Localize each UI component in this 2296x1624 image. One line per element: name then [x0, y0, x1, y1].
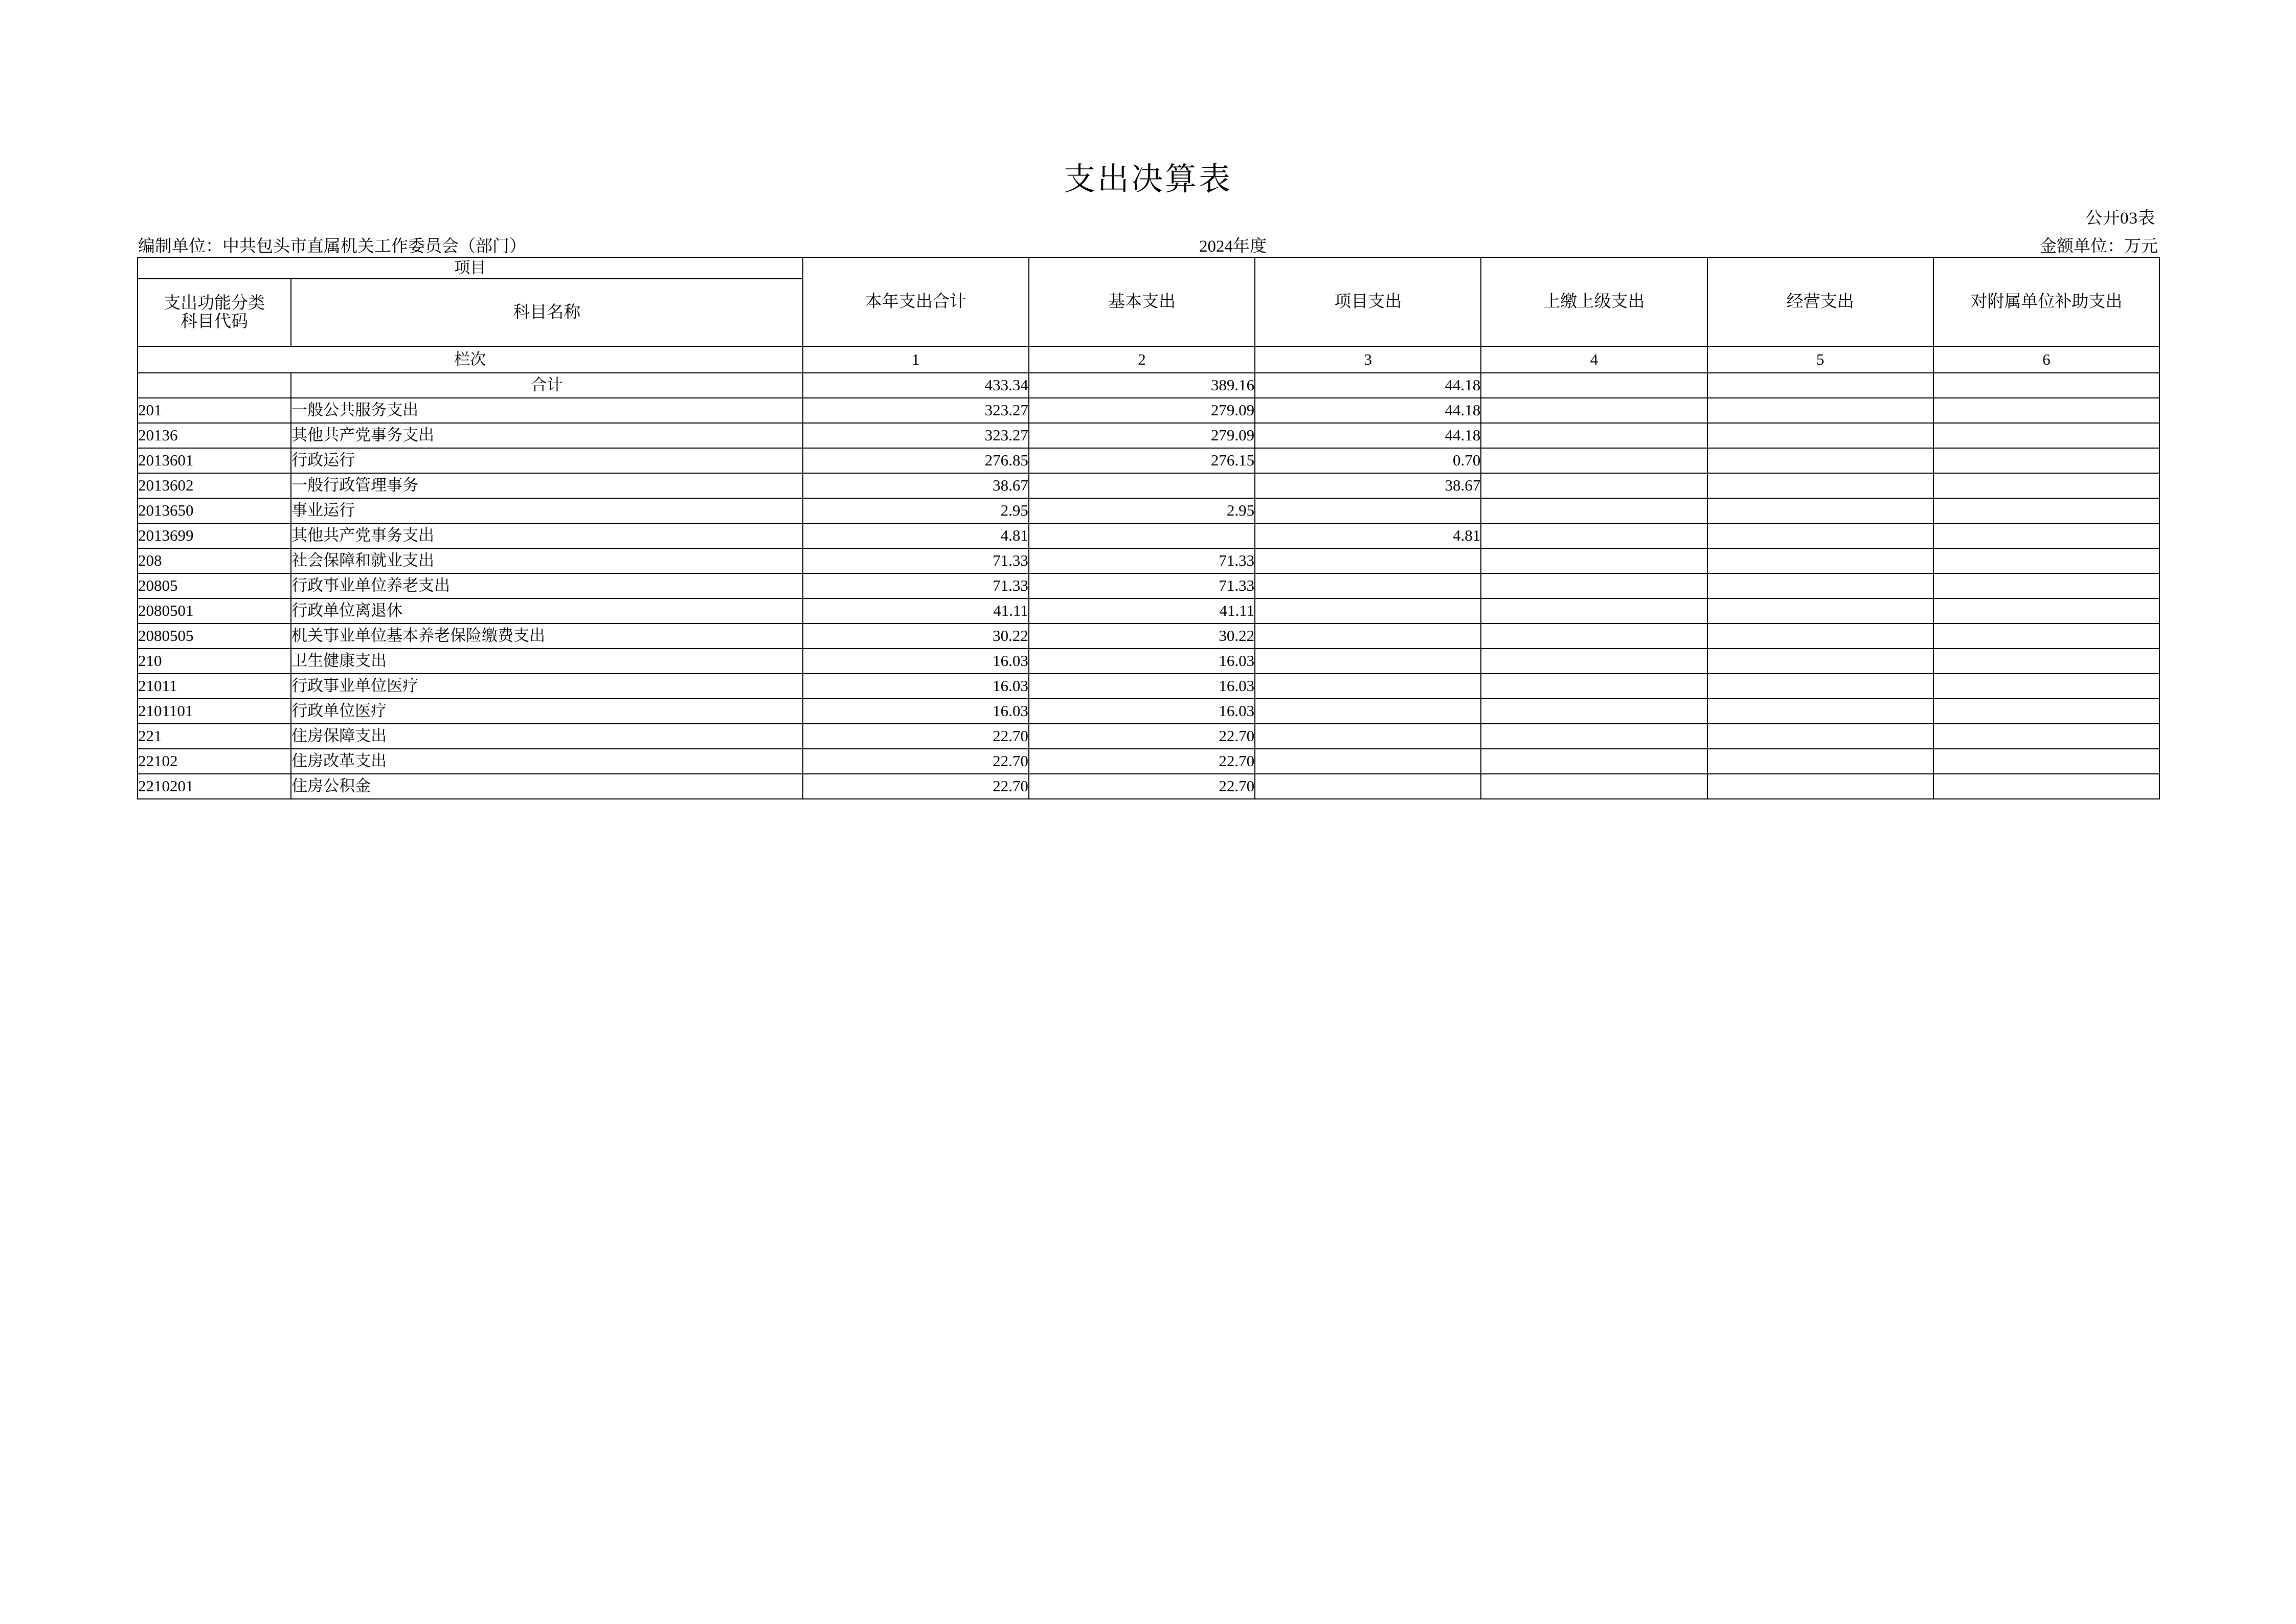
cell-value-col2: 22.70 — [1029, 774, 1255, 799]
header-col-1: 本年支出合计 — [803, 257, 1029, 346]
header-function-code — [138, 279, 291, 346]
table-row — [138, 624, 2159, 649]
header-function-code-line2: 科目代码 — [181, 313, 249, 331]
amount-unit-label: 金额单位：万元 — [2040, 237, 2158, 256]
cell-value-col3 — [1255, 749, 1481, 774]
cell-function-code: 221 — [138, 724, 291, 749]
cell-value-col1: 22.70 — [803, 724, 1029, 749]
cell-value-col1: 22.70 — [803, 774, 1029, 799]
cell-value-col3: 44.18 — [1255, 423, 1481, 448]
cell-value-col4 — [1481, 398, 1707, 423]
cell-value-col6 — [1933, 523, 2159, 548]
cell-value-col1: 71.33 — [803, 573, 1029, 598]
cell-value-col3 — [1255, 498, 1481, 523]
cell-value-col2: 279.09 — [1029, 398, 1255, 423]
cell-value-col3 — [1255, 624, 1481, 649]
cell-value-col4 — [1481, 624, 1707, 649]
cell-value-col4 — [1481, 649, 1707, 674]
cell-value-col5 — [1707, 398, 1933, 423]
cell-value-col6 — [1933, 598, 2159, 624]
cell-value-col6 — [1933, 398, 2159, 423]
cell-value-col5 — [1707, 774, 1933, 799]
cell-value-col5 — [1707, 373, 1933, 398]
cell-function-code: 20136 — [138, 423, 291, 448]
cell-value-col3 — [1255, 674, 1481, 699]
cell-value-col6 — [1933, 473, 2159, 498]
cell-value-col1: 16.03 — [803, 674, 1029, 699]
cell-value-col2: 276.15 — [1029, 448, 1255, 473]
cell-value-col6 — [1933, 699, 2159, 724]
cell-value-col3: 38.67 — [1255, 473, 1481, 498]
cell-subject-name: 行政事业单位养老支出 — [291, 573, 803, 598]
cell-function-code: 201 — [138, 398, 291, 423]
table-row — [138, 398, 2159, 423]
cell-value-col2: 71.33 — [1029, 573, 1255, 598]
table-row — [138, 448, 2159, 473]
cell-value-col5 — [1707, 573, 1933, 598]
rank-number-3: 3 — [1255, 346, 1481, 373]
rank-label: 栏次 — [138, 346, 803, 373]
cell-subject-name: 其他共产党事务支出 — [291, 523, 803, 548]
cell-value-col6 — [1933, 548, 2159, 573]
cell-value-col4 — [1481, 598, 1707, 624]
compiling-unit-label: 编制单位：中共包头市直属机关工作委员会（部门） — [138, 237, 526, 256]
table-row — [138, 573, 2159, 598]
table-row — [138, 674, 2159, 699]
header-col-6: 对附属单位补助支出 — [1933, 257, 2159, 346]
cell-value-col4 — [1481, 523, 1707, 548]
cell-value-col3 — [1255, 548, 1481, 573]
cell-function-code: 22102 — [138, 749, 291, 774]
cell-value-col2: 16.03 — [1029, 649, 1255, 674]
cell-value-col6 — [1933, 373, 2159, 398]
cell-value-col5 — [1707, 649, 1933, 674]
table-row — [138, 373, 2159, 398]
cell-value-col4 — [1481, 498, 1707, 523]
cell-value-col1: 41.11 — [803, 598, 1029, 624]
cell-value-col1: 16.03 — [803, 649, 1029, 674]
cell-value-col2: 22.70 — [1029, 749, 1255, 774]
header-col-4: 上缴上级支出 — [1481, 257, 1707, 346]
cell-subject-name: 住房公积金 — [291, 774, 803, 799]
cell-value-col6 — [1933, 573, 2159, 598]
cell-function-code: 2080501 — [138, 598, 291, 624]
table-row — [138, 724, 2159, 749]
cell-value-col2: 22.70 — [1029, 724, 1255, 749]
cell-value-col2: 41.11 — [1029, 598, 1255, 624]
cell-subject-name: 社会保障和就业支出 — [291, 548, 803, 573]
cell-value-col1: 22.70 — [803, 749, 1029, 774]
cell-subject-name: 行政单位医疗 — [291, 699, 803, 724]
cell-value-col3: 44.18 — [1255, 373, 1481, 398]
cell-value-col1: 433.34 — [803, 373, 1029, 398]
cell-value-col6 — [1933, 498, 2159, 523]
cell-value-col2: 16.03 — [1029, 674, 1255, 699]
cell-value-col4 — [1481, 674, 1707, 699]
cell-value-col6 — [1933, 749, 2159, 774]
cell-value-col2: 279.09 — [1029, 423, 1255, 448]
page-title: 支出决算表 — [1063, 162, 1232, 197]
cell-value-col1: 276.85 — [803, 448, 1029, 473]
cell-subject-name: 一般行政管理事务 — [291, 473, 803, 498]
cell-function-code: 2210201 — [138, 774, 291, 799]
cell-function-code: 2080505 — [138, 624, 291, 649]
cell-function-code: 2013699 — [138, 523, 291, 548]
cell-value-col5 — [1707, 423, 1933, 448]
rank-number-2: 2 — [1029, 346, 1255, 373]
table-row — [138, 749, 2159, 774]
cell-value-col3 — [1255, 649, 1481, 674]
cell-value-col5 — [1707, 548, 1933, 573]
expenditure-final-accounts-table — [137, 257, 2160, 799]
cell-value-col1: 71.33 — [803, 548, 1029, 573]
cell-subject-name: 卫生健康支出 — [291, 649, 803, 674]
cell-value-col5 — [1707, 523, 1933, 548]
table-row — [138, 498, 2159, 523]
cell-function-code: 2013601 — [138, 448, 291, 473]
cell-value-col5 — [1707, 473, 1933, 498]
rank-number-1: 1 — [803, 346, 1029, 373]
table-row — [138, 473, 2159, 498]
cell-value-col3: 44.18 — [1255, 398, 1481, 423]
cell-value-col4 — [1481, 774, 1707, 799]
cell-value-col2: 16.03 — [1029, 699, 1255, 724]
cell-value-col3 — [1255, 573, 1481, 598]
cell-value-col4 — [1481, 699, 1707, 724]
cell-value-col6 — [1933, 774, 2159, 799]
table-row — [138, 774, 2159, 799]
cell-function-code: 2013602 — [138, 473, 291, 498]
cell-function-code: 2101101 — [138, 699, 291, 724]
cell-value-col5 — [1707, 699, 1933, 724]
cell-value-col6 — [1933, 724, 2159, 749]
cell-function-code: 210 — [138, 649, 291, 674]
meta-row — [138, 233, 2158, 257]
cell-value-col5 — [1707, 624, 1933, 649]
rank-number-5: 5 — [1707, 346, 1933, 373]
cell-value-col4 — [1481, 423, 1707, 448]
cell-subject-name: 住房改革支出 — [291, 749, 803, 774]
cell-value-col6 — [1933, 423, 2159, 448]
cell-value-col2: 389.16 — [1029, 373, 1255, 398]
cell-function-code: 208 — [138, 548, 291, 573]
cell-value-col6 — [1933, 448, 2159, 473]
cell-value-col2: 71.33 — [1029, 548, 1255, 573]
cell-value-col4 — [1481, 448, 1707, 473]
cell-value-col6 — [1933, 649, 2159, 674]
cell-subject-name: 事业运行 — [291, 498, 803, 523]
cell-value-col5 — [1707, 749, 1933, 774]
cell-value-col1: 4.81 — [803, 523, 1029, 548]
cell-subject-name: 其他共产党事务支出 — [291, 423, 803, 448]
cell-value-col6 — [1933, 624, 2159, 649]
cell-value-col1: 323.27 — [803, 398, 1029, 423]
cell-value-col5 — [1707, 674, 1933, 699]
table-row — [138, 649, 2159, 674]
table-row — [138, 598, 2159, 624]
cell-function-code: 20805 — [138, 573, 291, 598]
cell-value-col4 — [1481, 548, 1707, 573]
cell-value-col5 — [1707, 498, 1933, 523]
cell-value-col3 — [1255, 774, 1481, 799]
cell-value-col6 — [1933, 674, 2159, 699]
header-function-code-line1: 支出功能分类 — [164, 294, 265, 313]
header-col-3: 项目支出 — [1255, 257, 1481, 346]
cell-function-code: 21011 — [138, 674, 291, 699]
table-rank-row — [138, 346, 2159, 373]
cell-subject-name: 一般公共服务支出 — [291, 398, 803, 423]
fiscal-year-label: 2024年度 — [1199, 237, 1267, 256]
table-row — [138, 699, 2159, 724]
cell-subject-name: 行政运行 — [291, 448, 803, 473]
rank-number-4: 4 — [1481, 346, 1707, 373]
cell-value-col3 — [1255, 699, 1481, 724]
table-row — [138, 548, 2159, 573]
cell-value-col2 — [1029, 473, 1255, 498]
cell-subject-name: 行政事业单位医疗 — [291, 674, 803, 699]
cell-subject-name: 机关事业单位基本养老保险缴费支出 — [291, 624, 803, 649]
cell-value-col4 — [1481, 373, 1707, 398]
cell-function-code: 2013650 — [138, 498, 291, 523]
cell-value-col4 — [1481, 749, 1707, 774]
cell-subject-name: 住房保障支出 — [291, 724, 803, 749]
cell-value-col1: 30.22 — [803, 624, 1029, 649]
cell-value-col3: 4.81 — [1255, 523, 1481, 548]
table-row — [138, 523, 2159, 548]
form-number: 公开03表 — [2085, 209, 2155, 228]
header-group-item: 项目 — [138, 257, 803, 279]
cell-value-col1: 16.03 — [803, 699, 1029, 724]
cell-value-col4 — [1481, 473, 1707, 498]
header-subject-name: 科目名称 — [291, 279, 803, 346]
cell-value-col4 — [1481, 573, 1707, 598]
cell-function-code — [138, 373, 291, 398]
header-col-2: 基本支出 — [1029, 257, 1255, 346]
cell-value-col1: 323.27 — [803, 423, 1029, 448]
table-row — [138, 423, 2159, 448]
header-col-5: 经营支出 — [1707, 257, 1933, 346]
rank-number-6: 6 — [1933, 346, 2159, 373]
cell-value-col4 — [1481, 724, 1707, 749]
cell-value-col5 — [1707, 598, 1933, 624]
cell-value-col2: 2.95 — [1029, 498, 1255, 523]
cell-value-col5 — [1707, 724, 1933, 749]
cell-value-col5 — [1707, 448, 1933, 473]
cell-subject-name: 合计 — [291, 373, 803, 398]
cell-value-col2: 30.22 — [1029, 624, 1255, 649]
cell-value-col1: 2.95 — [803, 498, 1029, 523]
cell-value-col3: 0.70 — [1255, 448, 1481, 473]
cell-subject-name: 行政单位离退休 — [291, 598, 803, 624]
cell-value-col2 — [1029, 523, 1255, 548]
cell-value-col1: 38.67 — [803, 473, 1029, 498]
cell-value-col3 — [1255, 724, 1481, 749]
table-header-row-top — [138, 257, 2159, 279]
cell-value-col3 — [1255, 598, 1481, 624]
